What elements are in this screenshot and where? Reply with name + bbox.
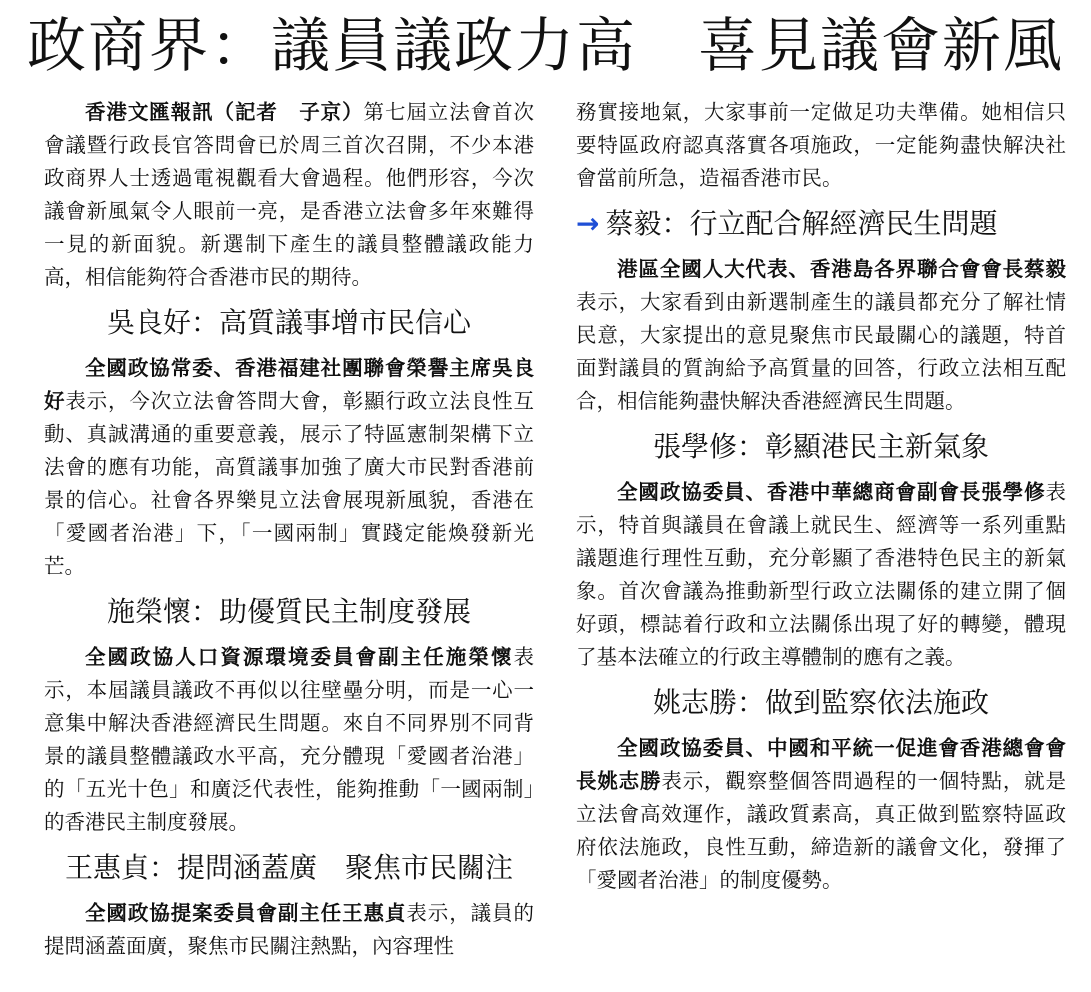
choi-ngai-paragraph bbox=[576, 253, 1066, 418]
subheading-wong-wai-ching: 王惠貞：提問涵蓋廣 聚焦市民關注 bbox=[64, 851, 513, 884]
subheading-yiu-chi-shing: 姚志勝：做到監察依法施政 bbox=[652, 686, 989, 719]
ng-leung-ho-paragraph bbox=[44, 352, 534, 583]
intro-paragraph bbox=[44, 96, 534, 294]
sze-wing-wai-lead: 全國政協人口資源環境委員會副主任施榮懷 bbox=[85, 645, 514, 669]
wong-wai-ching-paragraph bbox=[44, 897, 534, 963]
subheading-ng-leung-ho: 吳良好：高質議事增市民信心 bbox=[106, 306, 471, 339]
continuation-paragraph: 務實接地氣，大家事前一定做足功夫準備。她相信只要特區政府認真落實各項施政，一定能夠盡快解決社會當前所急，造福香港市民。 bbox=[576, 100, 1066, 190]
subheading-choi-ngai-text: 蔡毅：行立配合解經濟民生問題 bbox=[605, 207, 998, 240]
arrow-right-icon: → bbox=[576, 207, 600, 240]
intro-body: 第七屆立法會首次會議暨行政長官答問會已於周三首次召開，不少本港政商界人士透過電視觀看大會過程。他們形容，今次議會新風氣令人眼前一亮，是香港立法會多年來難得一見的新面貌。新選制下產生的議員整體議政能力高，相信能夠符合香港市民的期待。 bbox=[44, 100, 535, 289]
wong-wai-ching-body: 表示，議員的提問涵蓋面廣，聚焦市民關注熱點，內容理性 bbox=[44, 901, 534, 958]
wong-wai-ching-lead: 全國政協提案委員會副主任王惠貞 bbox=[85, 901, 407, 925]
subheading-sze-wing-wai: 施榮懷：助優質民主制度發展 bbox=[106, 595, 471, 628]
ng-leung-ho-lead: 全國政協常委、香港福建社團聯會榮譽主席吳良好 bbox=[44, 356, 534, 413]
intro-lead: 香港文匯報訊（記者 子京） bbox=[85, 100, 364, 124]
cheung-hok-sau-body: 表示，特首與議員在會議上就民生、經濟等一系列重點議題進行理性互動，充分彰顯了香港特色民主的新氣象。首次會議為推動新型行政立法關係的建立開了個好頭，標誌着行政和立法關係出現了好的轉變，體現了基本法確立的行政主導體制的應有之義。 bbox=[576, 480, 1066, 669]
right-column bbox=[576, 96, 1066, 897]
ng-leung-ho-body: 表示，今次立法會答問大會，彰顯行政立法良性互動、真誠溝通的重要意義，展示了特區憲制架構下立法會的應有功能，高質議事加強了廣大市民對香港前景的信心。社會各界樂見立法會展現新風貌，香港在「愛國者治港」下，「一國兩制」實踐定能煥發新光芒。 bbox=[44, 389, 535, 578]
yiu-chi-shing-body: 表示，觀察整個答問過程的一個特點，就是立法會高效運作，議政質素高，真正做到監察特區政府依法施政，良性互動，締造新的議會文化，發揮了「愛國者治港」的制度優勢。 bbox=[576, 769, 1067, 892]
cheung-hok-sau-paragraph bbox=[576, 476, 1066, 674]
sze-wing-wai-body: 表示，本屆議員議政不再似以往壁壘分明，而是一心一意集中解決香港經濟民生問題。來自不同界別不同背景的議員整體議政水平高，充分體現「愛國者治港」的「五光十色」和廣泛代表性，能夠推動「一國兩制」的香港民主制度發展。 bbox=[44, 645, 534, 834]
choi-ngai-lead: 港區全國人大代表、香港島各界聯合會會長蔡毅 bbox=[617, 257, 1066, 281]
left-column bbox=[44, 96, 534, 963]
cheung-hok-sau-lead: 全國政協委員、香港中華總商會副會長張學修 bbox=[617, 480, 1046, 504]
headline: 政商界：議員議政力高 喜見議會新風 bbox=[26, 11, 1064, 80]
sze-wing-wai-paragraph bbox=[44, 641, 534, 839]
choi-ngai-body: 表示，大家看到由新選制產生的議員都充分了解社情民意，大家提出的意見聚焦市民最關心的議題，特首面對議員的質詢給予高質量的回答，行政立法相互配合，相信能夠盡快解決香港經濟民生問題。 bbox=[576, 290, 1066, 413]
yiu-chi-shing-paragraph bbox=[576, 732, 1066, 897]
subheading-choi-ngai bbox=[576, 195, 1066, 253]
yiu-chi-shing-lead: 全國政協委員、中國和平統一促進會香港總會會長姚志勝 bbox=[576, 736, 1066, 793]
subheading-cheung-hok-sau: 張學修：彰顯港民主新氣象 bbox=[652, 430, 989, 463]
